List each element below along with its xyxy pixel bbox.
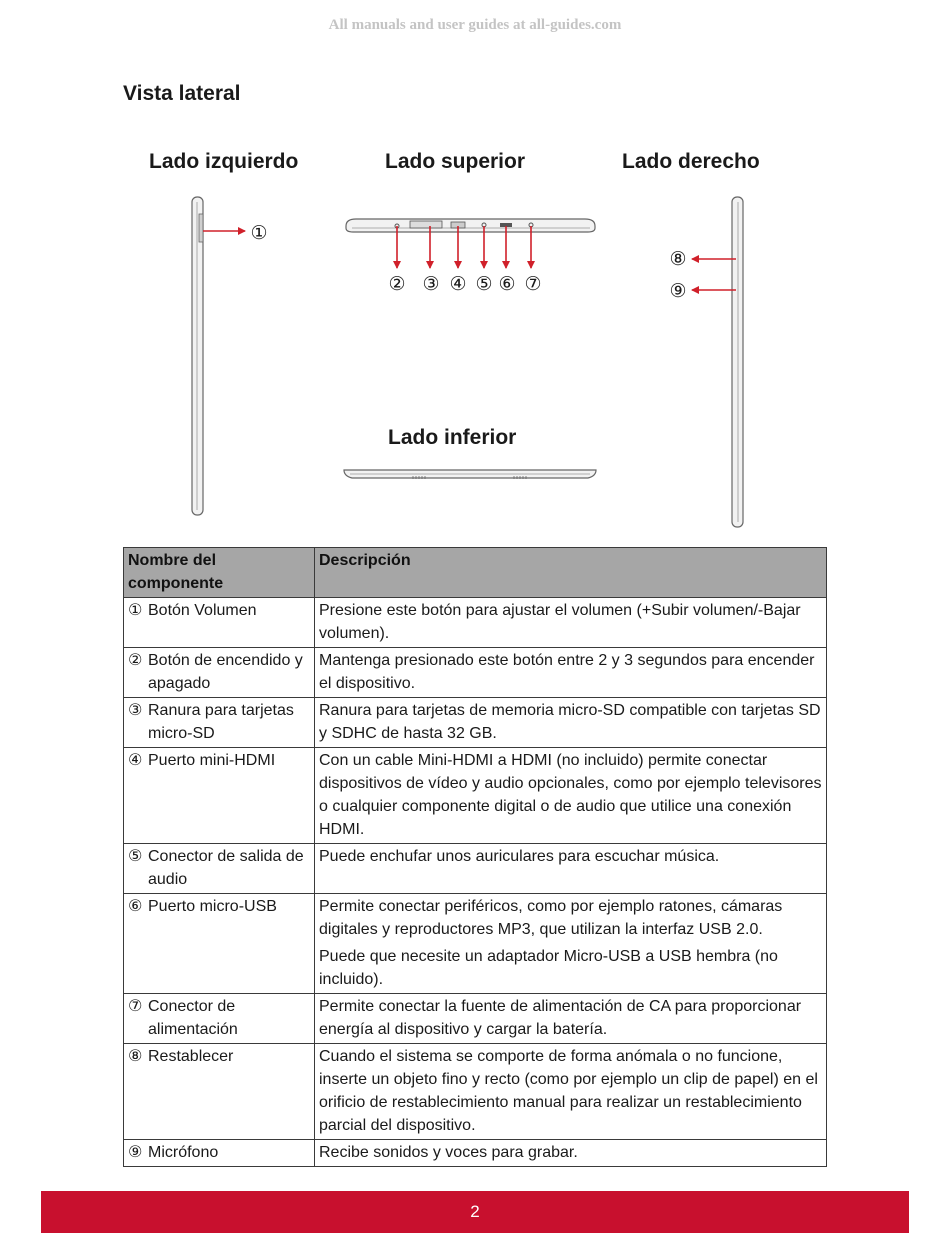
table-row bbox=[124, 844, 827, 894]
component-number: ⑤ bbox=[128, 848, 143, 865]
table-row bbox=[124, 1044, 827, 1140]
component-name: Restablecer bbox=[148, 1048, 234, 1065]
callout-5: ⑤ bbox=[475, 273, 493, 295]
component-name-cell bbox=[124, 598, 315, 648]
component-name: Botón Volumen bbox=[148, 602, 257, 619]
component-description: Puede que necesite un adaptador Micro-USB a USB hembra (no incluido). bbox=[319, 948, 778, 988]
component-name: Botón de encendido y apagado bbox=[148, 652, 303, 692]
component-number: ⑦ bbox=[128, 998, 143, 1015]
component-description-cell bbox=[315, 648, 827, 698]
component-description: Cuando el sistema se comporte de forma anómala o no funcione, inserte un objeto fino y recto (como por ejemplo un clip de papel) en el orificio de restablecimiento manual para realizar un restablecimiento parcial del dispositivo. bbox=[319, 1048, 818, 1134]
header-component-name: Nombre del componente bbox=[124, 548, 315, 598]
component-description-cell bbox=[315, 844, 827, 894]
component-number: ④ bbox=[128, 752, 143, 769]
component-description-cell bbox=[315, 994, 827, 1044]
table-row bbox=[124, 1140, 827, 1167]
volume-button-shape bbox=[199, 214, 203, 242]
component-description-cell bbox=[315, 1044, 827, 1140]
component-description-cell bbox=[315, 894, 827, 994]
callout-6: ⑥ bbox=[498, 273, 516, 295]
callout-8: ⑧ bbox=[669, 248, 687, 270]
table-header-row bbox=[124, 548, 827, 598]
bottom-side-device bbox=[344, 470, 596, 479]
component-name-cell bbox=[124, 698, 315, 748]
component-number: ⑧ bbox=[128, 1048, 143, 1065]
callout-9: ⑨ bbox=[669, 280, 687, 302]
component-description: Con un cable Mini-HDMI a HDMI (no incluido) permite conectar dispositivos de vídeo y audio opcionales, como por ejemplo televisores o cualquier componente digital o de audio que utilice una conexión HDMI. bbox=[319, 752, 822, 838]
page-footer bbox=[41, 1191, 909, 1233]
component-number: ⑨ bbox=[128, 1144, 143, 1161]
component-description: Permite conectar periféricos, como por ejemplo ratones, cámaras digitales y reproductores MP3, que utilizan la interfaz USB 2.0. bbox=[319, 898, 783, 938]
component-description-cell bbox=[315, 1140, 827, 1167]
component-name-cell bbox=[124, 648, 315, 698]
component-name-cell bbox=[124, 894, 315, 994]
component-name-cell bbox=[124, 748, 315, 844]
right-side-device bbox=[732, 197, 743, 527]
component-number: ③ bbox=[128, 702, 143, 719]
table-row bbox=[124, 598, 827, 648]
section-title: Vista lateral bbox=[123, 82, 241, 105]
component-name: Puerto micro-USB bbox=[148, 898, 277, 915]
component-name-cell bbox=[124, 994, 315, 1044]
component-name: Conector de alimentación bbox=[148, 998, 238, 1038]
table-row bbox=[124, 698, 827, 748]
component-name: Ranura para tarjetas micro-SD bbox=[148, 702, 294, 742]
component-table bbox=[123, 547, 827, 1167]
component-description-cell bbox=[315, 698, 827, 748]
component-name-cell bbox=[124, 1044, 315, 1140]
component-name: Micrófono bbox=[148, 1144, 219, 1161]
page-number: 2 bbox=[470, 1202, 480, 1221]
component-description-cell bbox=[315, 598, 827, 648]
component-description-cell bbox=[315, 748, 827, 844]
left-side-device bbox=[192, 197, 203, 515]
component-description: Recibe sonidos y voces para grabar. bbox=[319, 1144, 578, 1161]
component-description: Mantenga presionado este botón entre 2 y 3 segundos para encender el dispositivo. bbox=[319, 652, 815, 692]
component-description: Puede enchufar unos auriculares para escuchar música. bbox=[319, 848, 720, 865]
bottom-side-label: Lado inferior bbox=[388, 426, 517, 449]
top-side-label: Lado superior bbox=[385, 150, 526, 173]
header-description: Descripción bbox=[315, 548, 827, 598]
component-name: Conector de salida de audio bbox=[148, 848, 304, 888]
component-name-cell bbox=[124, 844, 315, 894]
component-name: Puerto mini-HDMI bbox=[148, 752, 276, 769]
right-side-label: Lado derecho bbox=[622, 150, 760, 173]
left-side-label: Lado izquierdo bbox=[149, 150, 299, 173]
callout-1: ① bbox=[250, 222, 268, 244]
table-row bbox=[124, 748, 827, 844]
table-row bbox=[124, 994, 827, 1044]
component-description: Presione este botón para ajustar el volumen (+Subir volumen/-Bajar volumen). bbox=[319, 602, 801, 642]
component-number: ② bbox=[128, 652, 143, 669]
component-number: ① bbox=[128, 602, 143, 619]
callout-2: ② bbox=[388, 273, 406, 295]
table-row bbox=[124, 894, 827, 994]
callout-7: ⑦ bbox=[524, 273, 542, 295]
watermark: All manuals and user guides at all-guides.com bbox=[328, 17, 622, 33]
table-row bbox=[124, 648, 827, 698]
device-side-views-figure bbox=[0, 0, 950, 540]
component-name-cell bbox=[124, 1140, 315, 1167]
callout-4: ④ bbox=[449, 273, 467, 295]
top-side-device bbox=[346, 219, 595, 232]
callout-3: ③ bbox=[422, 273, 440, 295]
component-description: Ranura para tarjetas de memoria micro-SD compatible con tarjetas SD y SDHC de hasta 32 GB. bbox=[319, 702, 821, 742]
component-description: Permite conectar la fuente de alimentación de CA para proporcionar energía al dispositivo y cargar la batería. bbox=[319, 998, 802, 1038]
component-number: ⑥ bbox=[128, 898, 143, 915]
